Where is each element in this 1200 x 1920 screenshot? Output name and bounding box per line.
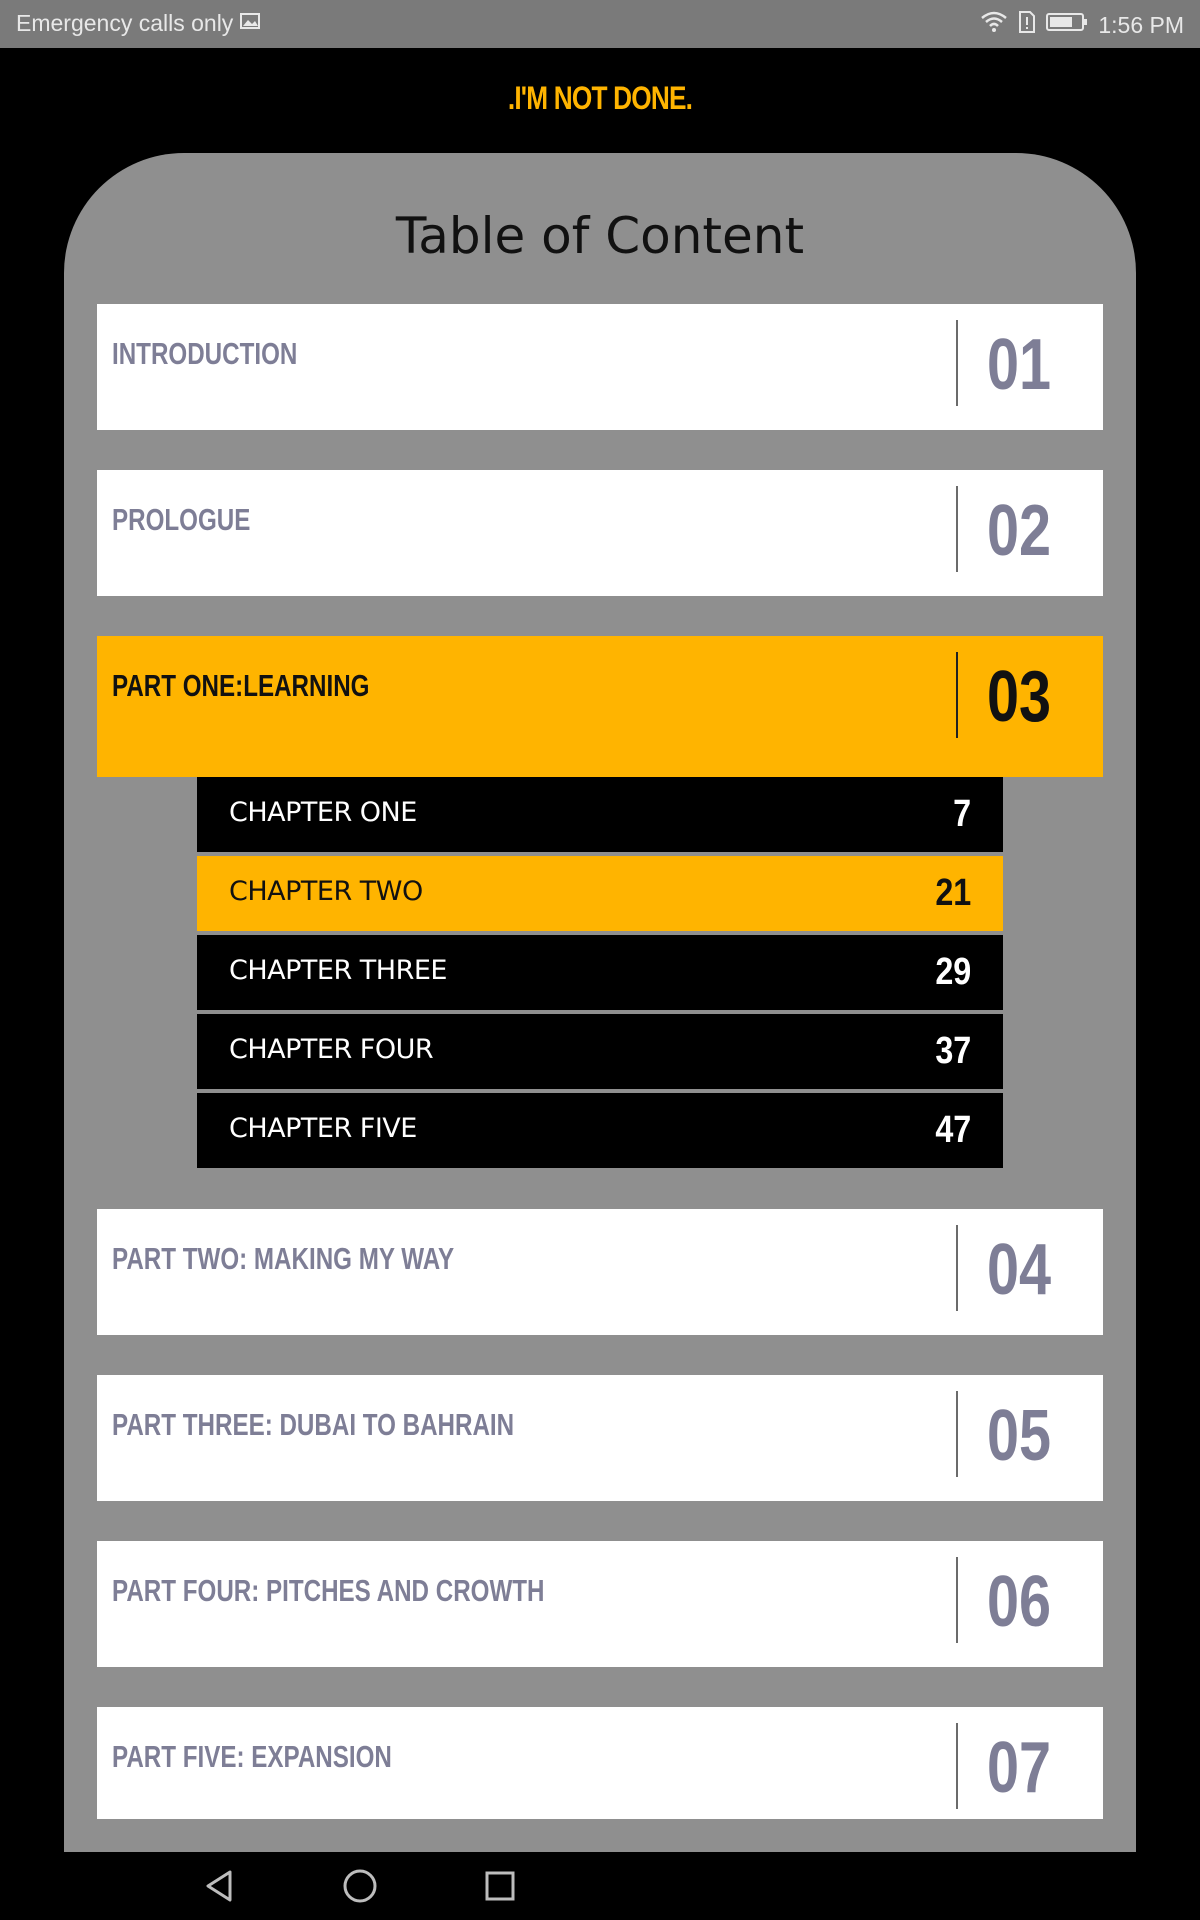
image-notification-icon (239, 10, 263, 37)
status-time: 1:56 PM (1098, 11, 1184, 38)
divider (956, 1225, 958, 1311)
toc-item-introduction[interactable] (97, 304, 1103, 430)
book-title: .I'M NOT DONE. (507, 80, 693, 116)
chapter-label: CHAPTER FIVE (229, 1113, 417, 1144)
toc-item-number: 05 (987, 1396, 1052, 1476)
chapter-label: CHAPTER TWO (229, 876, 423, 907)
divider (956, 652, 958, 738)
toc-item-label: INTRODUCTION (112, 336, 298, 371)
chapter-page: 37 (935, 1030, 971, 1072)
chapter-item-five[interactable] (197, 1093, 1003, 1168)
chapter-page: 47 (935, 1109, 971, 1151)
toc-item-number: 04 (987, 1230, 1052, 1310)
toc-item-label: PROLOGUE (112, 502, 251, 537)
chapter-item-one[interactable] (197, 777, 1003, 856)
chapter-page: 7 (953, 793, 971, 835)
toc-item-part-five[interactable] (97, 1707, 1103, 1819)
divider (956, 1391, 958, 1477)
chapter-label: CHAPTER FOUR (229, 1034, 434, 1065)
chapter-item-four[interactable] (197, 1014, 1003, 1093)
home-icon[interactable] (340, 1866, 380, 1906)
toc-item-number: 03 (987, 657, 1052, 737)
chapter-page: 21 (935, 872, 971, 914)
divider (956, 1723, 958, 1809)
page-title: Table of Content (395, 207, 805, 265)
toc-item-number: 02 (987, 491, 1052, 571)
toc-item-part-two[interactable] (97, 1209, 1103, 1335)
toc-item-part-one[interactable] (97, 636, 1103, 777)
chapter-label: CHAPTER THREE (229, 955, 447, 986)
toc-item-prologue[interactable] (97, 470, 1103, 596)
battery-icon (1046, 11, 1088, 39)
back-icon[interactable] (200, 1866, 240, 1906)
divider (956, 486, 958, 572)
recents-icon[interactable] (480, 1866, 520, 1906)
toc-item-label: PART FIVE: EXPANSION (112, 1739, 392, 1774)
chapter-label: CHAPTER ONE (229, 797, 417, 828)
toc-item-number: 01 (987, 325, 1052, 405)
wifi-icon (980, 11, 1008, 39)
chapter-page: 29 (935, 951, 971, 993)
chapter-item-three[interactable] (197, 935, 1003, 1014)
divider (956, 320, 958, 406)
status-text: Emergency calls only (16, 10, 234, 36)
toc-item-label: PART FOUR: PITCHES AND CROWTH (112, 1573, 545, 1608)
sim-alert-icon (1018, 10, 1036, 40)
toc-item-part-four[interactable] (97, 1541, 1103, 1667)
toc-item-number: 06 (987, 1562, 1052, 1642)
toc-item-label: PART THREE: DUBAI TO BAHRAIN (112, 1407, 515, 1442)
toc-item-label: PART TWO: MAKING MY WAY (112, 1241, 455, 1276)
divider (956, 1557, 958, 1643)
toc-item-label: PART ONE:LEARNING (112, 668, 370, 703)
toc-item-part-three[interactable] (97, 1375, 1103, 1501)
chapter-item-two[interactable] (197, 856, 1003, 935)
toc-item-number: 07 (987, 1728, 1052, 1808)
status-bar (0, 0, 1200, 48)
navigation-bar (0, 1852, 1200, 1920)
